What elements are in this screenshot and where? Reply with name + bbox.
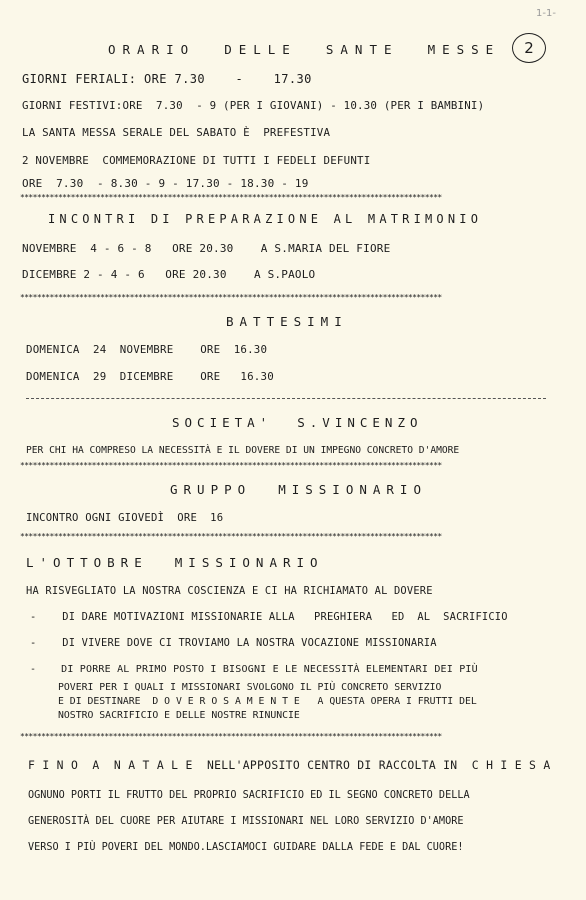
matrimonio-novembre: NOVEMBRE 4 - 6 - 8 ORE 20.30 A S.MARIA DEL FIORE xyxy=(22,242,391,255)
natale-title: F I N O A N A T A L E NELL'APPOSITO CENTRO DI RACCOLTA IN C H I E S A xyxy=(28,758,551,772)
ottobre-item-3: - DI PORRE AL PRIMO POSTO I BISOGNI E LE NECESSITÀ ELEMENTARI DEI PIÙ xyxy=(30,664,478,675)
vincenzo-title: SOCIETA' S.VINCENZO xyxy=(172,415,423,430)
missionario-title: GRUPPO MISSIONARIO xyxy=(170,482,427,497)
missionario-text: INCONTRO OGNI GIOVEDÌ ORE 16 xyxy=(26,512,224,524)
separator-stars: **************************************************************************************************** xyxy=(20,194,442,202)
battesimi-date-1: DOMENICA 24 NOVEMBRE ORE 16.30 xyxy=(26,343,268,356)
battesimi-date-2: DOMENICA 29 DICEMBRE ORE 16.30 xyxy=(26,370,274,383)
separator-stars: **************************************************************************************************** xyxy=(20,533,442,541)
matrimonio-title: INCONTRI DI PREPARAZIONE AL MATRIMONIO xyxy=(48,212,483,226)
ottobre-intro: HA RISVEGLIATO LA NOSTRA COSCIENZA E CI HA RICHIAMATO AL DOVERE xyxy=(26,585,433,597)
separator-stars: **************************************************************************************************** xyxy=(20,733,442,741)
separator-stars: **************************************************************************************************** xyxy=(20,294,442,302)
matrimonio-dicembre: DICEMBRE 2 - 4 - 6 ORE 20.30 A S.PAOLO xyxy=(22,268,316,281)
ottobre-title: L'OTTOBRE MISSIONARIO xyxy=(26,555,324,570)
battesimi-title: BATTESIMI xyxy=(226,314,348,329)
orari-festivi: GIORNI FESTIVI:ORE 7.30 - 9 (PER I GIOVANI) - 10.30 (PER I BAMBINI) xyxy=(22,99,485,112)
orari-novembre-title: 2 NOVEMBRE COMMEMORAZIONE DI TUTTI I FEDELI DEFUNTI xyxy=(22,154,371,167)
natale-line-3: VERSO I PIÙ POVERI DEL MONDO.LASCIAMOCI GUIDARE DALLA FEDE E DAL CUORE! xyxy=(28,842,464,853)
corner-handwritten-mark: 1-1- xyxy=(536,8,556,19)
ottobre-item-3-line-2: POVERI PER I QUALI I MISSIONARI SVOLGONO IL PIÙ CONCRETO SERVIZIO xyxy=(58,682,442,693)
separator-dashed xyxy=(26,398,546,399)
orari-serale: LA SANTA MESSA SERALE DEL SABATO È PREFESTIVA xyxy=(22,126,331,139)
ottobre-item-3-line-3: E DI DESTINARE D O V E R O S A M E N T E A QUESTA OPERA I FRUTTI DEL xyxy=(58,696,477,707)
orari-feriali: GIORNI FERIALI: ORE 7.30 - 17.30 xyxy=(22,72,312,86)
natale-line-1: OGNUNO PORTI IL FRUTTO DEL PROPRIO SACRIFICIO ED IL SEGNO CONCRETO DELLA xyxy=(28,790,470,801)
orari-novembre-times: ORE 7.30 - 8.30 - 9 - 17.30 - 18.30 - 19 xyxy=(22,177,309,190)
ottobre-item-1: - DI DARE MOTIVAZIONI MISSIONARIE ALLA PREGHIERA ED AL SACRIFICIO xyxy=(30,611,508,623)
separator-stars: **************************************************************************************************** xyxy=(20,462,442,470)
page-number: 2 xyxy=(524,39,534,57)
orari-title: ORARIO DELLE SANTE MESSE xyxy=(108,42,501,57)
natale-line-2: GENEROSITÀ DEL CUORE PER AIUTARE I MISSIONARI NEL LORO SERVIZIO D'AMORE xyxy=(28,816,464,827)
ottobre-item-3-line-4: NOSTRO SACRIFICIO E DELLE NOSTRE RINUNCIE xyxy=(58,710,300,721)
ottobre-item-2: - DI VIVERE DOVE CI TROVIAMO LA NOSTRA VOCAZIONE MISSIONARIA xyxy=(30,637,437,649)
vincenzo-text: PER CHI HA COMPRESO LA NECESSITÀ E IL DOVERE DI UN IMPEGNO CONCRETO D'AMORE xyxy=(26,445,460,456)
page-number-circle xyxy=(512,33,546,63)
